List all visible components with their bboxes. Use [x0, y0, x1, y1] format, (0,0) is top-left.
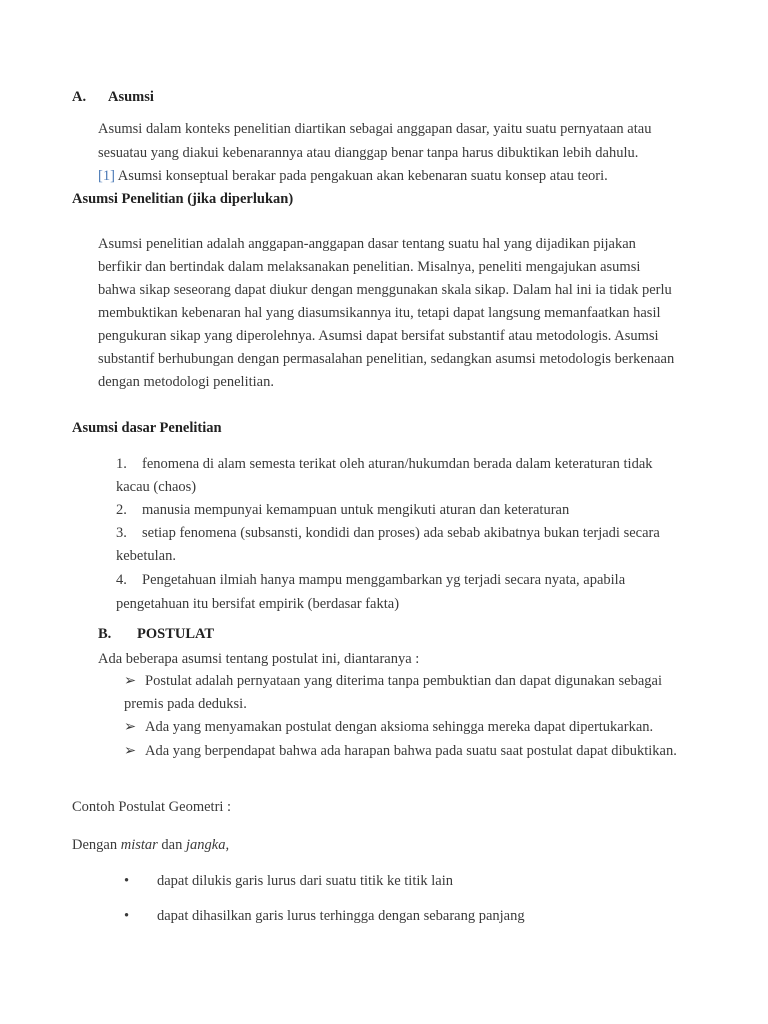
- asumsi-penelitian-heading: Asumsi Penelitian (jika diperlukan): [72, 191, 294, 207]
- section-b-letter: B.: [98, 626, 112, 642]
- list-item: Pengetahuan ilmiah hanya mampu menggambarkan yg terjadi secara nyata, apabila: [142, 572, 626, 588]
- paragraph-line: Asumsi dalam konteks penelitian diartikan sebagai anggapan dasar, yaitu suatu pernyataan atau: [98, 121, 652, 137]
- list-number: 3.: [116, 525, 127, 541]
- contoh-heading: Contoh Postulat Geometri :: [72, 799, 232, 815]
- jangka-text: jangka,: [185, 837, 230, 853]
- bullet-item: dapat dilukis garis lurus dari suatu titik ke titik lain: [157, 873, 453, 889]
- list-item: manusia mempunyai kemampuan untuk mengikuti aturan dan keteraturan: [142, 502, 570, 518]
- reference-link[interactable]: [1]: [98, 168, 115, 184]
- paragraph-line: sesuatau yang diakui kebenarannya atau dianggap benar tanpa harus dibuktikan lebih dahulu.: [98, 145, 639, 161]
- list-item-cont: kebetulan.: [116, 548, 176, 564]
- list-number: 4.: [116, 572, 127, 588]
- list-item-cont: kacau (chaos): [116, 479, 197, 495]
- asumsi-dasar-heading: Asumsi dasar Penelitian: [72, 420, 222, 436]
- paragraph-line: substantif berhubungan dengan permasalahan penelitian, sedangkan asumsi metodologis berkenaan: [98, 351, 675, 367]
- list-number: 1.: [116, 456, 127, 472]
- postulat-item: Postulat adalah pernyataan yang diterima tanpa pembuktian dan dapat digunakan sebagai: [145, 673, 662, 689]
- paragraph-line: dengan metodologi penelitian.: [98, 374, 274, 390]
- postulat-item-cont: premis pada deduksi.: [124, 696, 247, 712]
- paragraph-line: bahwa sikap seseorang dapat diukur dengan menggunakan skala sikap. Dalam hal ini ia tidak perlu: [98, 282, 672, 298]
- bullet-item: dapat dihasilkan garis lurus terhingga dengan sebarang panjang: [157, 908, 525, 924]
- paragraph-line: membuktikan kebenaran hal yang diasumsikannya itu, tetapi dapat langsung memanfaatkan hasil: [98, 305, 661, 321]
- dengan-line: [72, 836, 229, 854]
- bullet-icon: •: [124, 908, 130, 924]
- section-b-intro: Ada beberapa asumsi tentang postulat ini, diantaranya :: [98, 651, 420, 667]
- paragraph-line: pengukuran sikap yang diperolehnya. Asumsi dapat bersifat substantif atau metodologis. Asumsi: [98, 328, 659, 344]
- list-item: setiap fenomena (subsansti, kondidi dan proses) ada sebab akibatnya bukan terjadi secara: [142, 525, 660, 541]
- section-a-letter: A.: [72, 89, 87, 105]
- section-b-title: POSTULAT: [137, 626, 215, 642]
- text: Dengan: [72, 837, 121, 853]
- list-number: 2.: [116, 502, 127, 518]
- arrow-bullet-icon: ➢: [124, 719, 137, 735]
- text: dan: [157, 837, 186, 853]
- paragraph-line: berfikir dan bertindak dalam melaksanakan penelitian. Misalnya, peneliti mengajukan asumsi: [98, 259, 641, 275]
- postulat-item: Ada yang berpendapat bahwa ada harapan bahwa pada suatu saat postulat dapat dibuktikan.: [145, 743, 677, 759]
- mistar-text: mistar: [120, 837, 158, 853]
- paragraph-line: Asumsi penelitian adalah anggapan-anggapan dasar tentang suatu hal yang dijadikan pijakan: [98, 236, 636, 252]
- list-item: fenomena di alam semesta terikat oleh aturan/hukumdan berada dalam keteraturan tidak: [142, 456, 653, 472]
- arrow-bullet-icon: ➢: [124, 743, 137, 759]
- section-a-title: Asumsi: [108, 89, 154, 105]
- postulat-item: Ada yang menyamakan postulat dengan aksioma sehingga mereka dapat dipertukarkan.: [145, 719, 654, 735]
- bullet-icon: •: [124, 873, 130, 889]
- reference-line: [98, 167, 608, 185]
- reference-text: Asumsi konseptual berakar pada pengakuan akan kebenaran suatu konsep atau teori.: [114, 168, 608, 184]
- list-item-cont: pengetahuan itu bersifat empirik (berdasar fakta): [116, 596, 400, 612]
- arrow-bullet-icon: ➢: [124, 673, 137, 689]
